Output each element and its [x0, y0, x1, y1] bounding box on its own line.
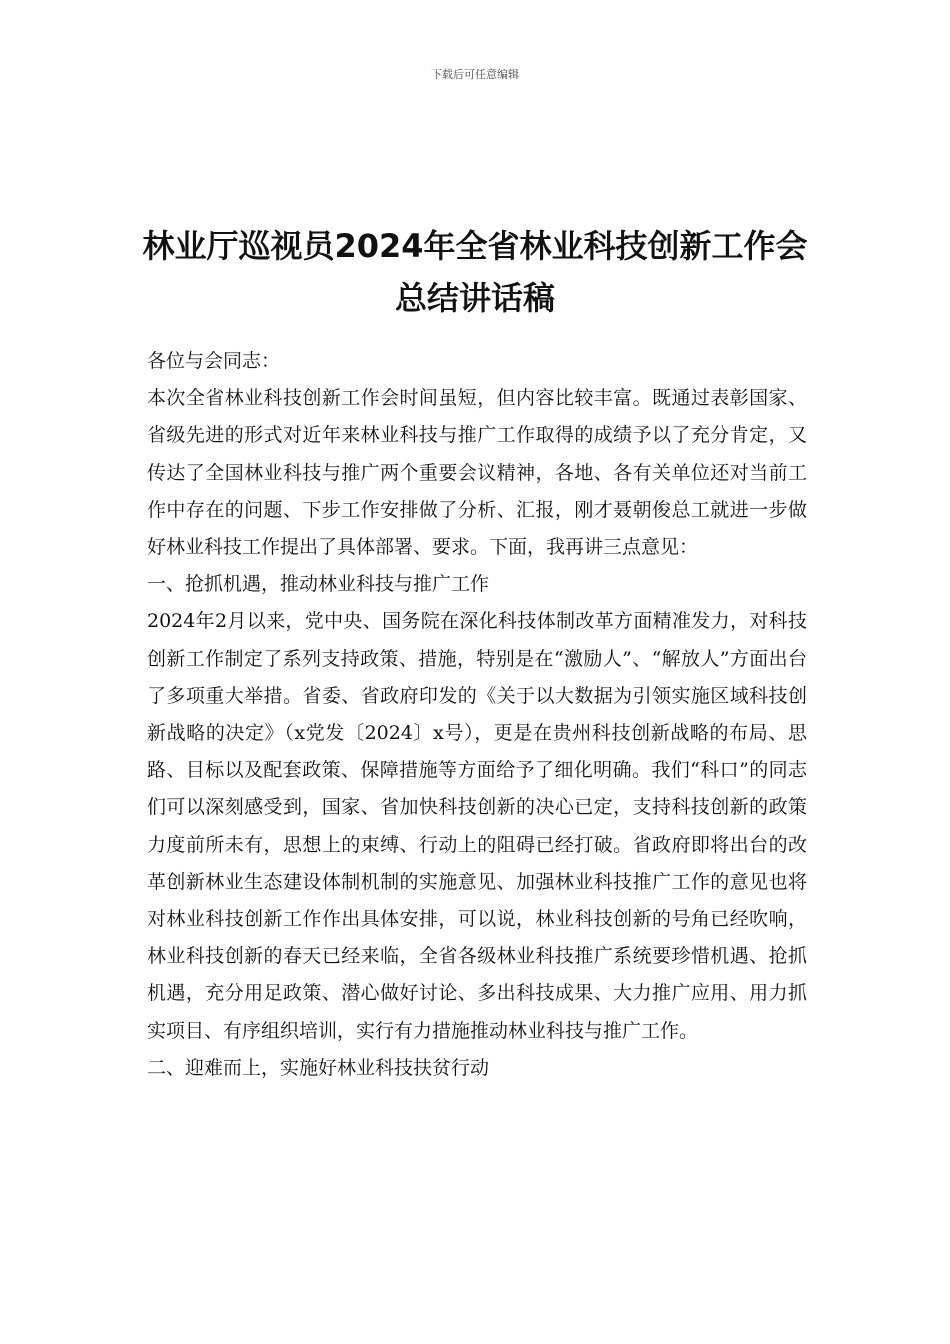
- paragraph-section-1: 2024年2月以来，党中央、国务院在深化科技体制改革方面精准发力，对科技创新工作制定了系列支持政策、措施，特别是在“激励人”、“解放人”方面出台了多项重大举措。省委、省政府印发的《关于以大数据为引领实施区域科技创新战略的决定》（x党发〔2024〕x号），更是在贵州科技创新战略的布局、思路、目标以及配套政策、保障措施等方面给予了细化明确。我们“科口”的同志们可以深刻感受到，国家、省加快科技创新的决心已定，支持科技创新的政策力度前所未有，思想上的束缚、行动上的阻碍已经打破。省政府即将出台的改革创新林业生态建设体制机制的实施意见、加强林业科技推广工作的意见也将对林业科技创新工作作出具体安排，可以说，林业科技创新的号角已经吹响，林业科技创新的春天已经来临，全省各级林业科技推广系统要珍惜机遇、抢抓机遇，充分用足政策、潜心做好讨论、多出科技成果、大力推广应用、用力抓实项目、有序组织培训，实行有力措施推动林业科技与推广工作。: [147, 610, 807, 1042]
- document-title: 林业厅巡视员2024年全省林业科技创新工作会总结讲话稿: [142, 227, 808, 317]
- section-heading-1: 一、抢抓机遇，推动林业科技与推广工作: [147, 573, 490, 596]
- paragraph-intro: 本次全省林业科技创新工作会时间虽短，但内容比较丰富。既通过表彰国家、省级先进的形式对近年来林业科技与推广工作取得的成绩予以了充分肯定，又传达了全国林业科技与推广两个重要会议精神，各地、各有关单位还对当前工作中存在的问题、下步工作安排做了分析、汇报，刚才聂朝俊总工就进一步做好林业科技工作提出了具体部署、要求。下面，我再讲三点意见：: [147, 387, 807, 559]
- document-body: [147, 343, 807, 1087]
- salutation: 各位与会同志：: [147, 350, 281, 372]
- page-header-note: 下载后可任意编辑: [431, 68, 519, 81]
- section-heading-2: 二、迎难而上，实施好林业科技扶贫行动: [147, 1056, 490, 1079]
